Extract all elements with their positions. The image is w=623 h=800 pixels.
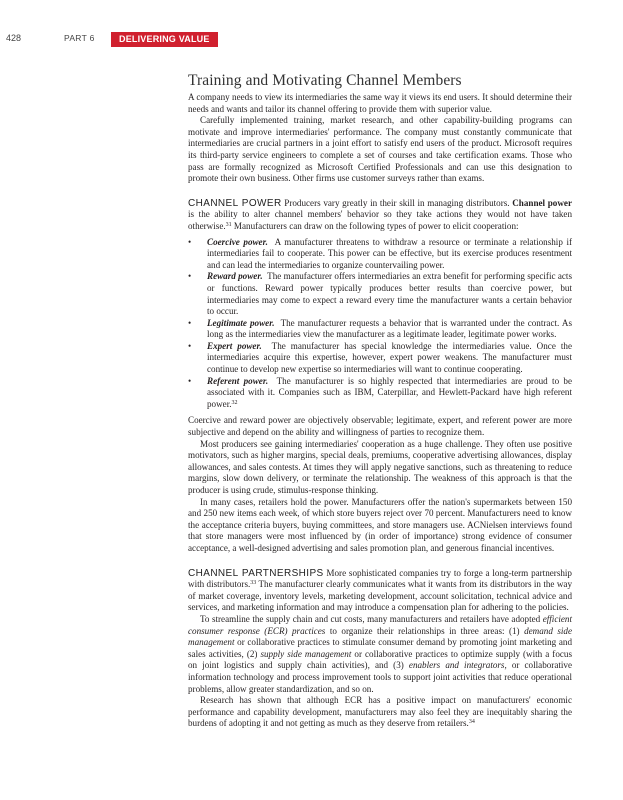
list-item: • Referent power. The manufacturer is so highly respected that intermediaries are proud to be associated with it. Companies such as IBM, Caterpillar, and Hewlett-Packard have high referent power.$^{32}$ (188, 375, 573, 409)
bullet-icon: • (188, 317, 192, 328)
channel-power-term: Channel power (512, 197, 572, 208)
bullet-icon: • (188, 340, 192, 351)
footnote-ref: 33 (250, 580, 257, 587)
bullet-icon: • (188, 236, 192, 247)
footnote-ref: 32 (231, 399, 238, 406)
list-item: • Legitimate power. The manufacturer requests a behavior that is warranted under the contract. As long as the intermediaries view the manufacturer as a legitimate leader, legitimate power works. (188, 317, 572, 340)
bullet-icon: • (188, 271, 192, 282)
list-item: • Reward power. The manufacturer offers intermediaries an extra benefit for performing specific acts or functions. Reward power typically produces better results than coercive power, but intermediaries may come to expect a reward every time the manufacturer wants a certain behavior to occur. (188, 271, 572, 317)
section-title: Training and Motivating Channel Members (188, 72, 462, 89)
channel-power-paragraph-3: Most producers see gaining intermediaries' cooperation as a huge challenge. They often use positive motivators, such as higher margins, special deals, premiums, cooperative advertising allowances, display allowances, and sales contests. At times they will apply negative sanctions, such as threatening to reduce margins, slow down delivery, or terminate the relationship. The weakness of this approach is that the producer is using crude, stimulus-response thinking. (188, 438, 572, 495)
enablers-term: enablers and integrators (408, 660, 505, 671)
footnote-ref: 34 (468, 719, 475, 726)
demand-side-term: demand side management (188, 625, 572, 648)
channel-partnerships-paragraph-3: Research has shown that although ECR has a positive impact on manufacturers' economic performance and capability development, manufacturers may also feel they are inequitably sharing the burdens of adopting it and not getting as much as they deserve from retailers.$^{34}$ (188, 695, 572, 729)
section-tag: DELIVERING VALUE (111, 32, 218, 47)
channel-partnerships-paragraph-2: To streamline the supply chain and cut costs, many manufacturers and retailers have adopted efficient consumer response (ECR) practices to organize their relationships in three areas: (1) demand side management or collaborative practices to stimulate consumer demand by promoting joint marketing and sales activities, (2) supply side management or collaborative practices to optimize supply (with a focus on joint logistics and supply chain activities), and (3) enablers and integrators, or collaborative information technology and process improvement tools to support joint activities that reduce operational problems, allow greater standardization, and so on. (188, 613, 573, 694)
intro-paragraph-2: Carefully implemented training, market research, and other capability-building programs can motivate and improve intermediaries' performance. The company must constantly communicate that intermediaries are crucial partners in a joint effort to satisfy end users of the product. Microsoft requires its third-party service engineers to complete a set of courses and take certification exams. Those who pass are formally recognized as Microsoft Certified Professionals and can use this designation to promote their own business. Other firms use customer surveys rather than exams. (188, 115, 572, 184)
supply-side-term: supply side management (260, 648, 352, 659)
channel-partnerships-heading: CHANNEL PARTNERSHIPS (188, 567, 324, 579)
intro-paragraph-1: A company needs to view its intermediaries the same way it views its end users. It should determine their needs and wants and tailor its channel offering to provide them with superior value. (188, 92, 572, 114)
list-item: • Expert power. The manufacturer has special knowledge the intermediaries value. Once the intermediaries acquire this expertise, however, expert power weakens. The manufacturer must continue to develop new expertise so intermediaries will want to continue cooperating. (188, 340, 572, 375)
footnote-ref: 31 (225, 221, 232, 228)
list-item: • Coercive power. A manufacturer threatens to withdraw a resource or terminate a relationship if intermediaries fail to cooperate. This power can be effective, but its exercise produces resentment and can lead the intermediaries to organize countervailing power. (188, 236, 573, 270)
ecr-term: efficient consumer response (ECR) practices (188, 613, 573, 636)
channel-power-paragraph-4: In many cases, retailers hold the power. Manufacturers offer the nation's supermarkets between 150 and 250 new items each week, of which store buyers reject over 70 percent. Manufacturers need to know the acceptance criteria buyers, buying committees, and store managers use. ACNielsen interviews found that store managers were most influenced by (in order of importance) strong evidence of consumer acceptance, a well-designed advertising and sales promotion plan, and generous financial incentives. (188, 496, 572, 553)
page-body (188, 72, 572, 730)
channel-partnerships-paragraph-1: CHANNEL PARTNERSHIPS More sophisticated companies try to forge a long-term partnership with distributors.$^{33}$ The manufacturer clearly communicates what it wants from its distributors in the way of market coverage, inventory levels, marketing development, account solicitation, technical advice and services, and marketing information and may introduce a compensation plan for adhering to the policies. (188, 567, 572, 613)
channel-power-paragraph-2: Coercive and reward power are objectively observable; legitimate, expert, and referent power are more subjective and depend on the ability and willingness of parties to recognize them. (188, 415, 572, 438)
page-number: 428 (6, 33, 22, 43)
part-label: PART 6 (64, 33, 95, 43)
power-types-list (188, 237, 572, 411)
channel-power-paragraph-1: CHANNEL POWER Producers vary greatly in their skill in managing distributors. Channel power is the ability to alter channel members' behavior so they take actions they would not have taken otherwise.$^{31}$ Manufacturers can draw on the following types of power to elicit cooperation: (188, 197, 572, 231)
running-header (0, 32, 623, 47)
channel-power-heading: CHANNEL POWER (188, 197, 282, 209)
bullet-icon: • (188, 375, 192, 386)
